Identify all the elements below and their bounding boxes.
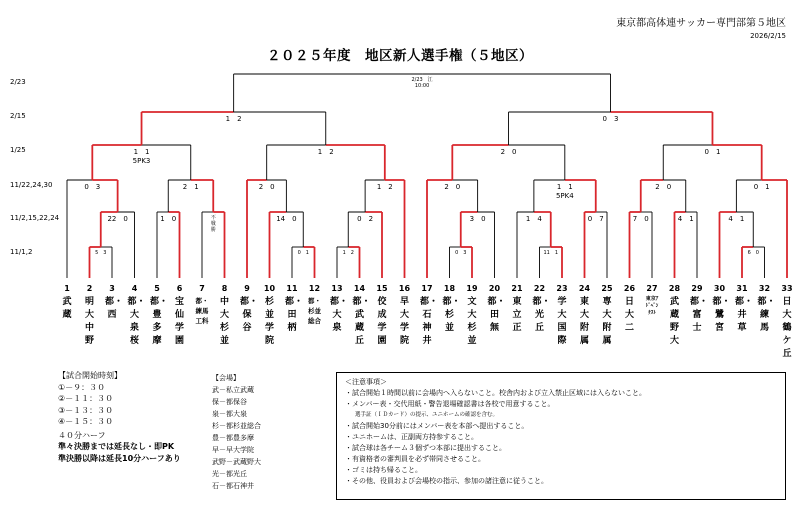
note-item: ・ユニホームは、正副両方持参すること。 (345, 433, 478, 441)
team-name: 都・大泉 (330, 297, 349, 333)
match-score: 2 0 (444, 183, 461, 191)
organizer-label: 東京都高体連サッカー専門部第５地区 (616, 18, 786, 29)
match-score: 1 1 (556, 183, 573, 191)
team-name: 東京ｱﾄﾞﾍﾞﾝﾁｽﾄ (645, 296, 659, 316)
round-date-round-of-32: 11/2,15,22,24 (10, 214, 60, 222)
round-date-semifinal: 2/15 (10, 112, 26, 120)
match-score: 1 2 (342, 250, 354, 256)
team-number: 21 (511, 284, 523, 293)
round-date-quarterfinal: 1/25 (10, 146, 26, 154)
team-name: 中大杉並 (219, 297, 229, 346)
issue-date: 2026/2/15 (750, 32, 786, 40)
team-number: 9 (244, 284, 250, 293)
team-number: 32 (758, 284, 771, 293)
team-number: 3 (109, 284, 115, 293)
team-name: 武蔵野大 (669, 297, 679, 346)
half-length: ４０分ハーフ (58, 430, 106, 440)
team-name: 都・豊多摩 (150, 297, 169, 346)
team-number: 20 (488, 284, 501, 293)
match-score: 1 2 (376, 183, 393, 191)
team-name: 文大杉並 (467, 297, 477, 346)
notes-box (336, 372, 786, 500)
team-name: 都・井草 (735, 297, 754, 333)
match-score: 22 0 (107, 215, 128, 223)
venue-item: 武－私立武蔵 (212, 386, 254, 394)
team-number: 7 (199, 284, 205, 293)
match-score: 0 1 (753, 183, 770, 191)
match-score: 7 0 (632, 215, 649, 223)
team-name: 杉並学院 (264, 297, 274, 346)
team-number: 26 (623, 284, 636, 293)
match-score: 5PK3 (132, 157, 151, 165)
match-score: 4 1 (728, 215, 745, 223)
team-name: 都・練馬 (757, 297, 776, 333)
team-number: 5 (154, 284, 160, 293)
round-date-final: 2/23 (10, 78, 26, 86)
team-name: 都・大泉桜 (127, 297, 146, 346)
team-number: 18 (443, 284, 456, 293)
team-name: 佼成学園 (377, 297, 387, 346)
match-score: 0 7 (587, 215, 604, 223)
schedule-heading: 【試合開始時刻】 (58, 371, 122, 380)
team-name: 都・練馬工科 (195, 297, 209, 325)
round-date-round-1: 11/1,2 (10, 248, 33, 256)
match-score: 10:00 (414, 83, 430, 89)
venue-item: 豊－都豊多摩 (212, 434, 254, 442)
team-number: 12 (308, 284, 321, 293)
match-score: 0 1 (297, 250, 309, 256)
match-score: 5 3 (95, 250, 107, 256)
team-number: 15 (376, 284, 388, 293)
team-name: 都・武蔵丘 (352, 297, 371, 346)
note-subitem: 選手証（ＩＤカード）の提示、ユニホームの確認を含む。 (355, 412, 499, 418)
team-name: 東大附属 (579, 297, 589, 346)
match-score: 1 2 (225, 115, 242, 123)
team-number: 25 (601, 284, 613, 293)
schedule-section (58, 370, 181, 464)
team-number: 24 (578, 284, 591, 293)
walkover-mark: 不戦勝 (210, 215, 216, 233)
team-name: 日大鶴ケ丘 (782, 297, 792, 359)
team-name: 専大附属 (602, 297, 612, 346)
team-number: 14 (353, 284, 366, 293)
team-number: 27 (646, 284, 658, 293)
team-number: 2 (86, 284, 93, 293)
team-name: 都・杉並総合 (308, 297, 321, 325)
venue-item: 光－都光丘 (212, 470, 247, 478)
team-name: 都・田無 (487, 297, 506, 333)
venue-item: 武野－武蔵野大 (212, 458, 261, 466)
match-score: 1 0 (160, 215, 177, 223)
match-score: 11 1 (543, 250, 559, 256)
team-name: 都・鷺宮 (712, 297, 731, 333)
match-score: 0 3 (455, 250, 467, 256)
team-name: 都・富士 (690, 297, 709, 333)
schedule-time-4: ④－１５：３０ (58, 417, 114, 426)
match-score: 0 2 (357, 215, 374, 223)
team-name: 早大学院 (399, 297, 409, 346)
team-name: 都・石神井 (420, 297, 439, 346)
rule-extra-time: 準決勝以降は延長10分ハーフあり (58, 453, 181, 463)
team-number: 4 (131, 284, 138, 293)
team-number: 33 (781, 284, 793, 293)
note-item: ・有資格者の審判員を必ず帯同させること。 (345, 455, 485, 463)
team-name: 都・光丘 (532, 297, 551, 333)
team-number: 1 (64, 284, 70, 293)
team-name: 都・保谷 (240, 297, 259, 333)
team-name: 明大中野 (84, 297, 94, 346)
notes-heading: ＜注意事項＞ (345, 378, 387, 386)
team-name: 学大国際 (557, 297, 567, 346)
venue-item: 泉－都大泉 (212, 410, 247, 418)
match-score: 1 4 (525, 215, 542, 223)
bracket-lines (67, 74, 787, 278)
venue-item: 石－都石神井 (212, 482, 254, 490)
match-score: 5PK4 (555, 192, 574, 200)
team-number: 13 (331, 284, 343, 293)
team-name: 宝仙学園 (174, 297, 184, 346)
team-number: 29 (691, 284, 703, 293)
note-item: ・ゴミは持ち帰ること。 (345, 466, 422, 474)
team-number: 10 (263, 284, 276, 293)
schedule-time-2: ②－１１：３０ (58, 394, 114, 403)
team-name: 都・杉並 (442, 297, 461, 333)
match-score: 1 1 (133, 148, 150, 156)
team-number: 31 (736, 284, 748, 293)
team-number: 8 (221, 284, 228, 293)
team-number: 23 (556, 284, 568, 293)
match-score: 2 0 (500, 148, 517, 156)
venue-item: 杉－都杉並総合 (212, 422, 261, 430)
match-score: 4 1 (677, 215, 694, 223)
match-score: 2 0 (655, 183, 672, 191)
team-number: 28 (668, 284, 681, 293)
team-name: 武蔵 (62, 297, 72, 320)
match-score: 2 0 (258, 183, 275, 191)
team-name: 日大二 (624, 297, 634, 333)
match-score: 0 3 (84, 183, 101, 191)
team-number: 17 (421, 284, 433, 293)
team-number: 16 (398, 284, 411, 293)
note-item: ・メンバー表・交代用紙・警告退場確認書は各校で用意すること。 (345, 400, 555, 408)
match-score: 2/23 江 (411, 77, 433, 83)
team-number: 30 (713, 284, 726, 293)
team-name: 東立正 (512, 297, 522, 333)
match-score: 0 1 (704, 148, 721, 156)
team-number: 19 (466, 284, 478, 293)
match-score: 2 1 (182, 183, 199, 191)
rule-pk: 準々決勝までは延長なし・即PK (58, 442, 175, 451)
match-score: 1 2 (317, 148, 334, 156)
note-item: ・その他、役員および会場校の指示、参加の諸注意に従うこと。 (345, 477, 548, 485)
match-score: 0 3 (602, 115, 619, 123)
venue-item: 早－早大学院 (212, 446, 254, 454)
match-score: 14 0 (276, 215, 297, 223)
team-number: 11 (286, 284, 298, 293)
venue-item: 保－都保谷 (212, 398, 247, 406)
team-number: 22 (533, 284, 546, 293)
note-item: ・試合開始30分前にはメンバー表を本部へ提出すること。 (345, 422, 529, 430)
match-score: 3 0 (469, 215, 486, 223)
note-item: ・試合球は各チーム３個ずつ本部に提出すること。 (345, 444, 506, 452)
venues-heading: 【会場】 (212, 374, 240, 382)
team-name: 都・田柄 (285, 297, 304, 333)
schedule-time-3: ③－１３：３０ (58, 405, 114, 415)
page-title: ２０２５年度 地区新人選手権（５地区） (267, 48, 533, 64)
schedule-time-1: ①－９：３０ (58, 382, 106, 392)
note-item: ・試合開始１時間以前に会場内へ入らないこと。校舎内および立入禁止区域には入らないこと。 (345, 389, 646, 397)
match-score: 6 0 (747, 250, 759, 256)
venues-section (212, 372, 261, 492)
team-name: 都・西 (105, 297, 124, 320)
round-date-round-of-16: 11/22,24,30 (10, 181, 53, 189)
team-number: 6 (176, 284, 183, 293)
